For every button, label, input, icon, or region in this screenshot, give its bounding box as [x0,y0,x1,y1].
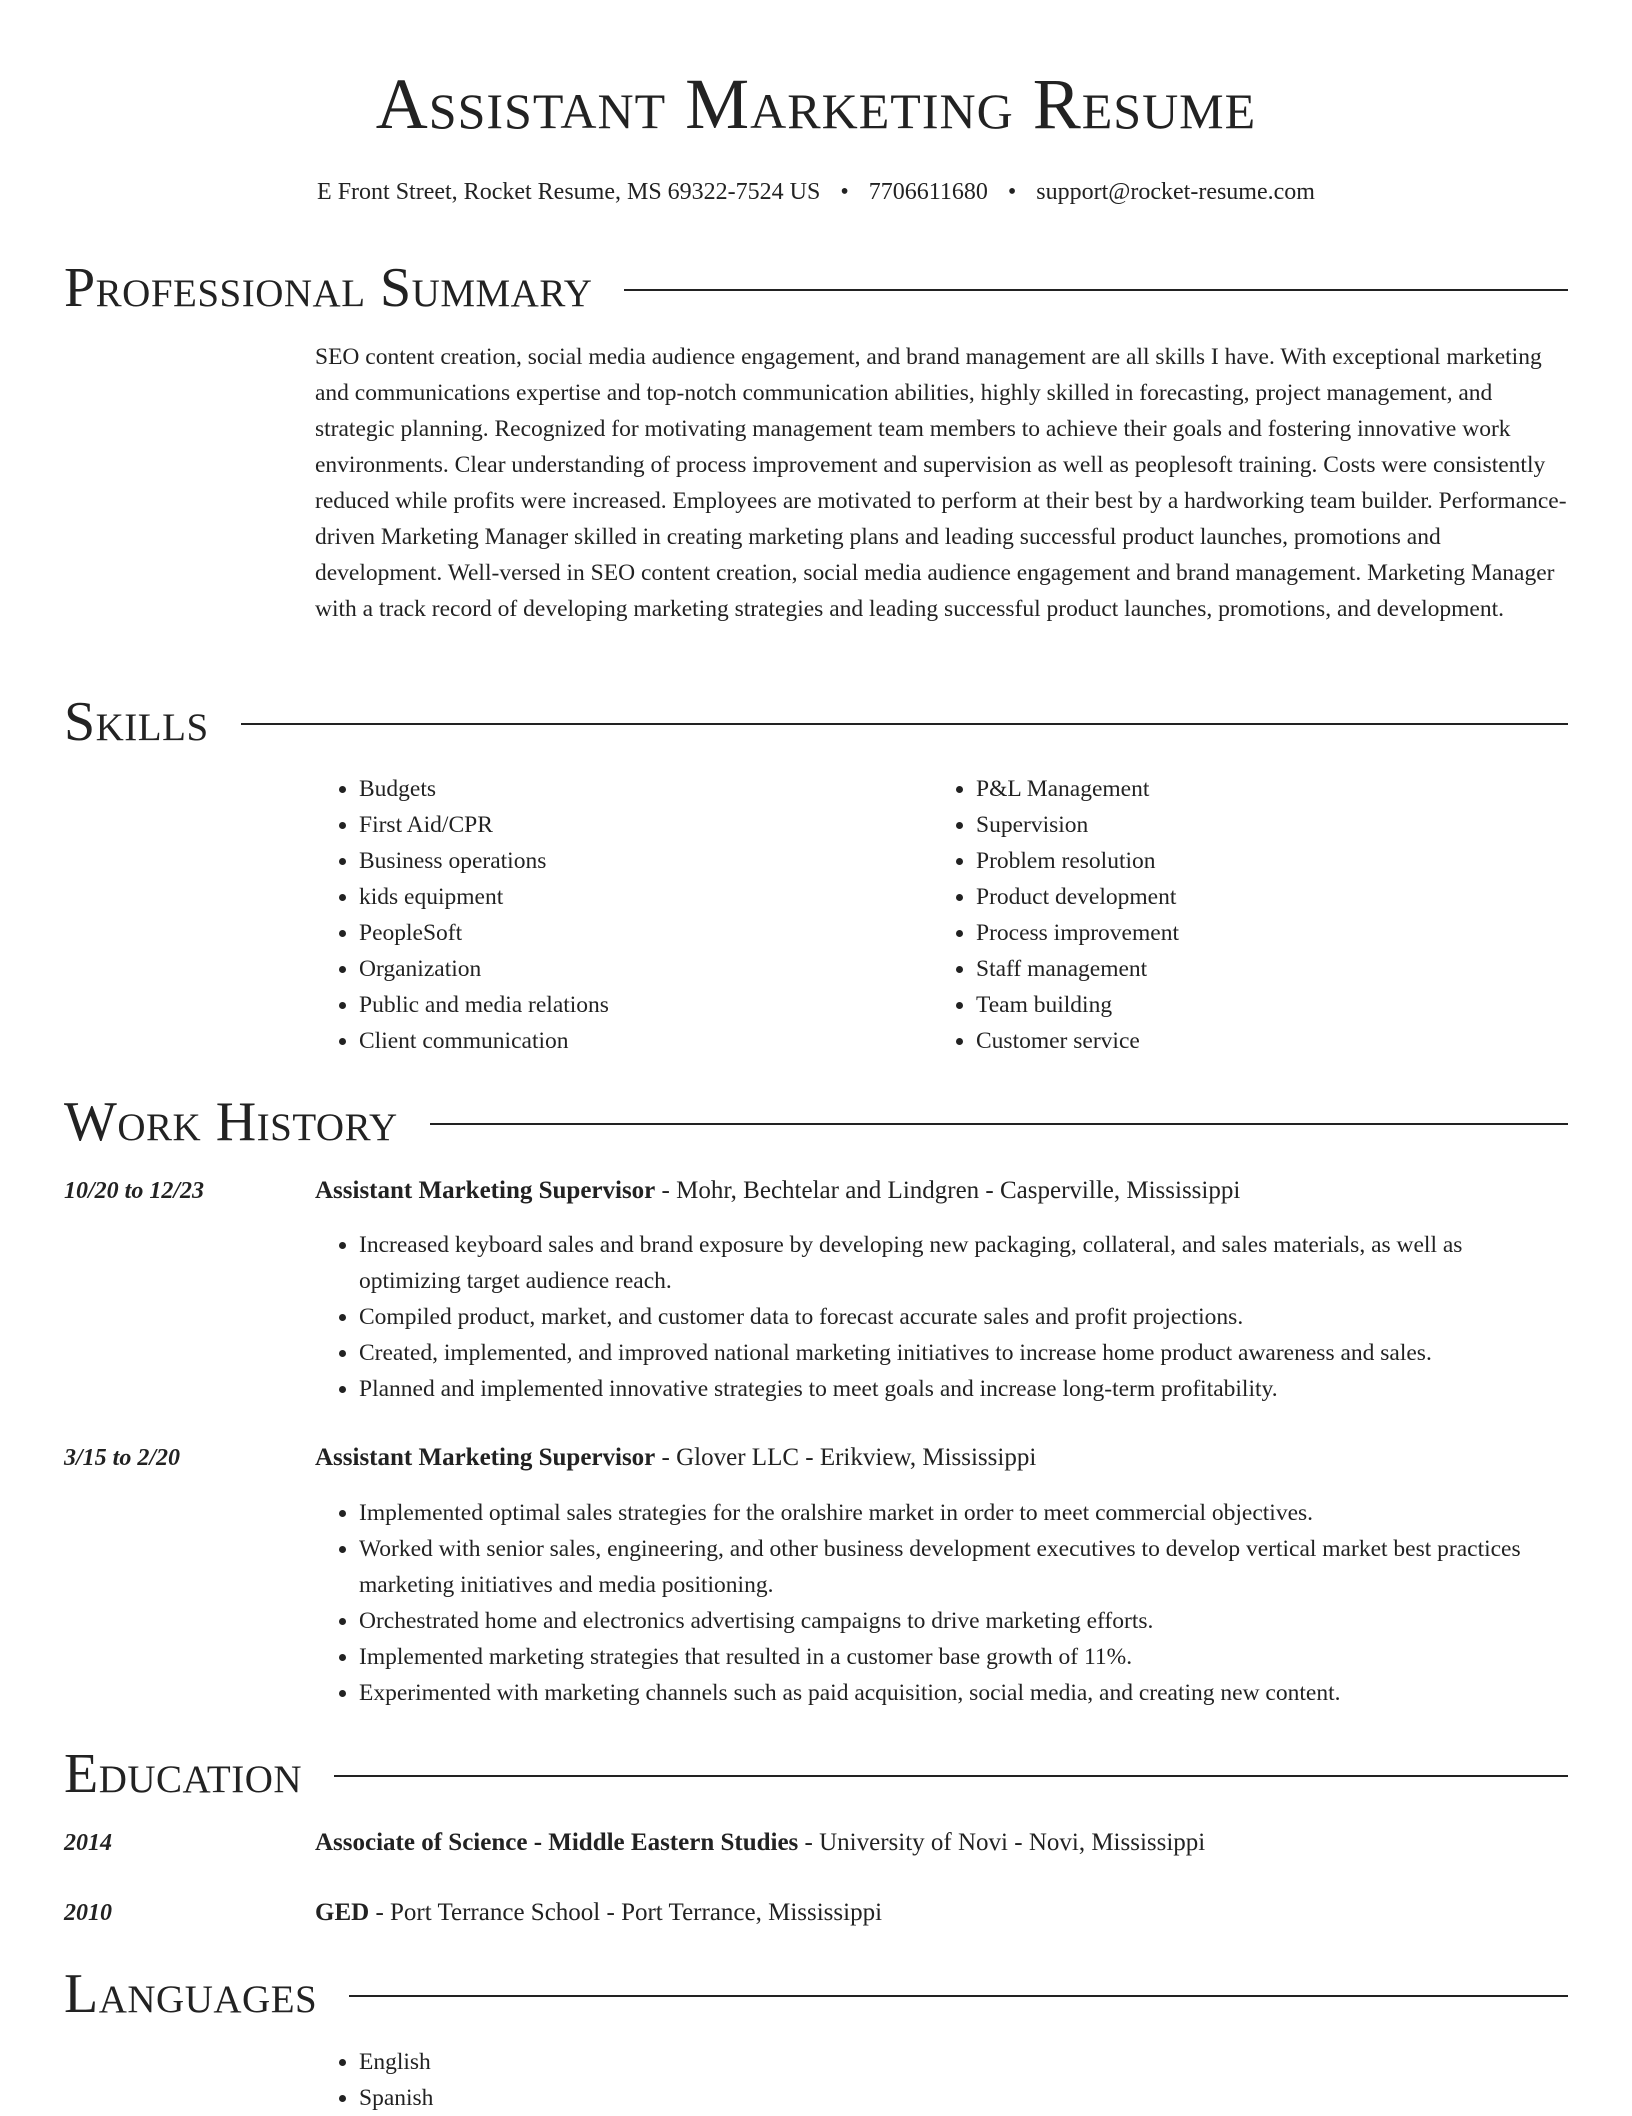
resume-title: Assistant Marketing Resume [375,64,1257,144]
skill-item: • Public and media relations [359,987,875,1023]
education-year: 2010 [64,1900,112,1926]
job-dates: 3/15 to 2/20 [64,1445,181,1471]
section-heading-work: Work History [64,1091,398,1153]
section-header-languages [64,1962,1568,2026]
contact-separator: • [840,179,849,205]
contact-phone: 7706611680 [868,179,988,205]
job-bullet: • Planned and implemented innovative strategies to meet goals and increase long-term profitability. [359,1371,1568,1407]
skill-item: • Problem resolution [976,843,1492,879]
skill-item: • Budgets [359,771,875,807]
contact-address: E Front Street, Rocket Resume, MS 69322-7524 US [317,179,821,205]
section-divider [241,723,1568,725]
contact-separator: • [1007,179,1017,205]
job-dates: 10/20 to 12/23 [64,1178,205,1204]
job-title-line [315,1173,1568,1209]
language-item: • English [359,2044,1568,2080]
section-header-education [64,1742,1568,1806]
section-heading-education: Education [64,1743,303,1805]
section-heading-skills: Skills [64,691,209,753]
job-bullet: • Experimented with marketing channels such as paid acquisition, social media, and creating new content. [359,1675,1568,1711]
education-degree: GED [315,1899,370,1926]
skill-item: • Customer service [976,1023,1492,1059]
section-header-summary [64,256,1568,320]
job-role: Assistant Marketing Supervisor [315,1444,656,1471]
job-bullet: • Implemented optimal sales strategies for the oralshire market in order to meet commercial objectives. [359,1495,1568,1531]
summary-paragraph: SEO content creation, social media audience engagement, and brand management are all skills I have. With exceptional marketing and communications expertise and top-notch communication abilities, highly skilled in forecasting, project management, and strategic planning. Recognized for motivating management team members to achieve their goals and fostering innovative work environments. Clear understanding of process improvement and supervision as well as peoplesoft training. Costs were consistently reduced while profits were increased. Employees are motivated to perform at their best by a hardworking team builder. Performance-driven Marketing Manager skilled in creating marketing plans and leading successful product launches, promotions and development. Well-versed in SEO content creation, social media audience engagement and brand management. Marketing Manager with a track record of developing marketing strategies and leading successful product launches, promotions, and development. [315,344,1567,622]
skill-item: • kids equipment [359,879,875,915]
education-school: - University of Novi - Novi, Mississippi [798,1829,1206,1856]
education-line [315,1895,1568,1931]
education-year: 2014 [64,1830,112,1856]
job-bullet: • Compiled product, market, and customer data to forecast accurate sales and profit projections. [359,1299,1568,1335]
skills-list-left [315,771,875,1059]
contact-email: support@rocket-resume.com [1036,179,1315,205]
language-item: • Spanish [359,2080,1568,2116]
job-bullet: • Created, implemented, and improved national marketing initiatives to increase home product awareness and sales. [359,1335,1568,1371]
job-bullet: • Worked with senior sales, engineering, and other business development executives to develop vertical market best practices marketing initiatives and media positioning. [359,1531,1568,1603]
section-divider [349,1995,1568,1997]
section-divider [430,1123,1568,1125]
job-bullets [315,1227,1568,1407]
skill-item: • PeopleSoft [359,915,875,951]
skill-item: • First Aid/CPR [359,807,875,843]
skill-item: • Team building [976,987,1492,1023]
section-heading-summary: Professional Summary [64,257,593,319]
section-header-work [64,1090,1568,1154]
job-employer: - Mohr, Bechtelar and Lindgren - Casperville, Mississippi [655,1177,1241,1204]
section-header-skills [64,690,1568,754]
skill-item: • Product development [976,879,1492,915]
section-divider [624,289,1568,291]
job-employer: - Glover LLC - Erikview, Mississippi [655,1444,1037,1471]
job-bullets [315,1495,1568,1711]
skill-item: • Organization [359,951,875,987]
skills-list-right [932,771,1492,1059]
section-heading-languages: Languages [64,1963,318,2025]
skill-item: • P&L Management [976,771,1492,807]
skill-item: • Business operations [359,843,875,879]
skill-item: • Client communication [359,1023,875,1059]
languages-list [315,2044,1568,2116]
job-role: Assistant Marketing Supervisor [315,1177,656,1204]
job-title-line [315,1440,1568,1476]
contact-line [0,176,1632,208]
skill-item: • Staff management [976,951,1492,987]
section-divider [334,1775,1568,1777]
skill-item: • Process improvement [976,915,1492,951]
education-degree: Associate of Science - Middle Eastern Studies [315,1829,799,1856]
skill-item: • Supervision [976,807,1492,843]
job-bullet: • Orchestrated home and electronics advertising campaigns to drive marketing efforts. [359,1603,1568,1639]
education-school: - Port Terrance School - Port Terrance, Mississippi [369,1899,883,1926]
education-line [315,1825,1568,1861]
job-bullet: • Implemented marketing strategies that resulted in a customer base growth of 11%. [359,1639,1568,1675]
job-bullet: • Increased keyboard sales and brand exposure by developing new packaging, collateral, and sales materials, as well as optimizing target audience reach. [359,1227,1568,1299]
